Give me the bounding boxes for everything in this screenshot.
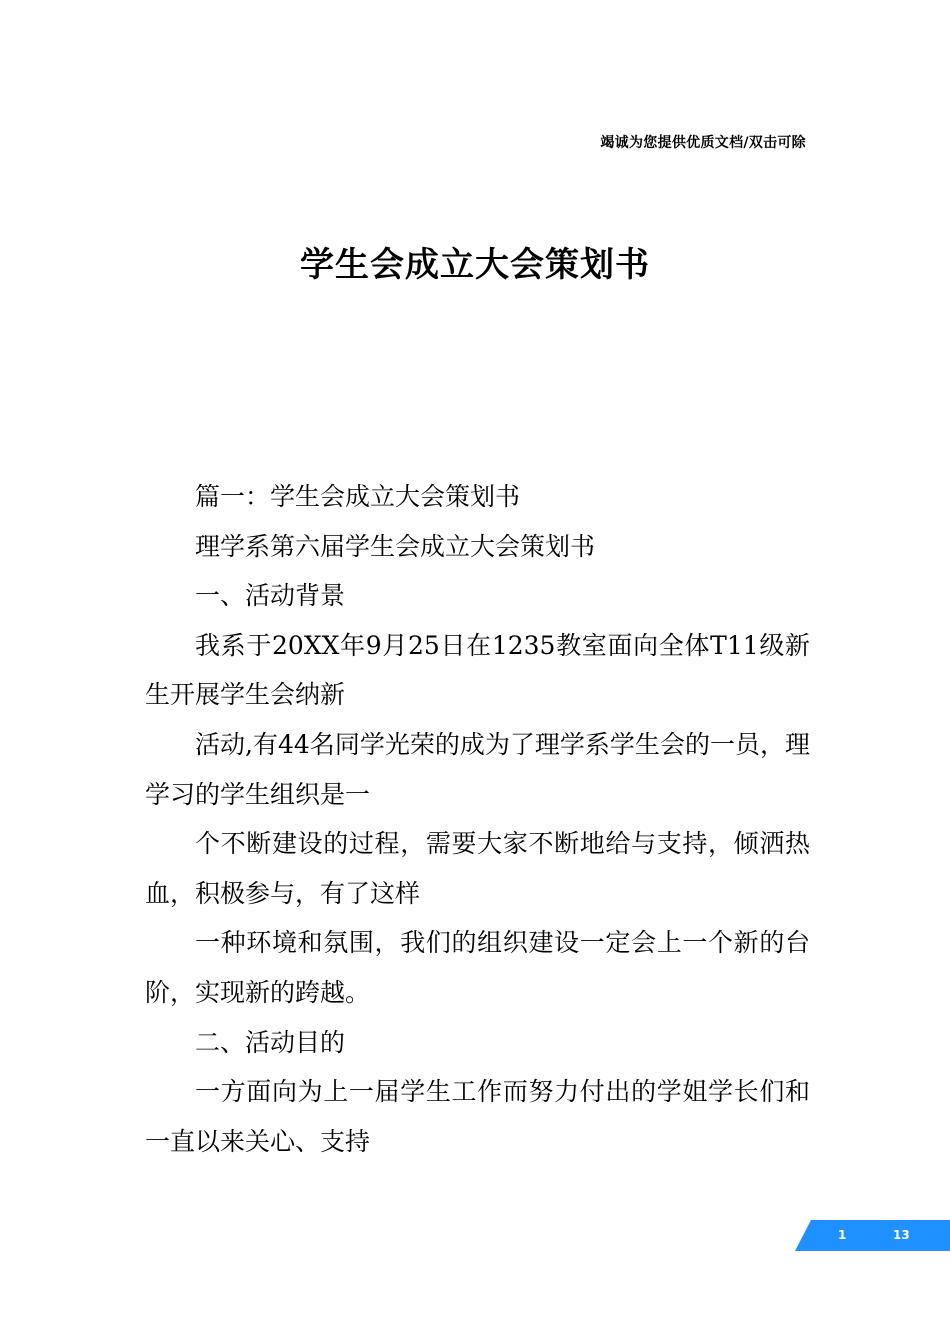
paragraph: 活动,有44名同学光荣的成为了理学系学生会的一员，理学习的学生组织是一: [145, 729, 810, 809]
header-note: 竭诚为您提供优质文档/双击可除: [600, 135, 806, 151]
paragraph: 一种环境和氛围，我们的组织建设一定会上一个新的台阶，实现新的跨越。: [145, 928, 810, 1007]
paragraph: 我系于20XX年9月25日在1235教室面向全体T11级新生开展学生会纳新: [145, 630, 810, 710]
section-heading: 二、活动目的: [195, 1027, 346, 1057]
section-heading: 一、活动背景: [195, 581, 346, 611]
paragraph: 一方面向为上一届学生工作而努力付出的学姐学长们和一直以来关心、支持: [145, 1077, 810, 1156]
page-number-bar-shape: [795, 1220, 950, 1251]
current-page-number: 1: [838, 1228, 847, 1242]
paragraph: 篇一：学生会成立大会策划书: [195, 482, 521, 511]
total-page-count: 13: [893, 1228, 910, 1242]
page-number-bar: [795, 1220, 950, 1251]
paragraph: 个不断建设的过程，需要大家不断地给与支持，倾洒热血，积极参与，有了这样: [145, 829, 810, 908]
document-body: [145, 472, 810, 1166]
paragraph: 理学系第六届学生会成立大会策划书: [195, 531, 596, 561]
document-title: 学生会成立大会策划书: [300, 245, 650, 285]
